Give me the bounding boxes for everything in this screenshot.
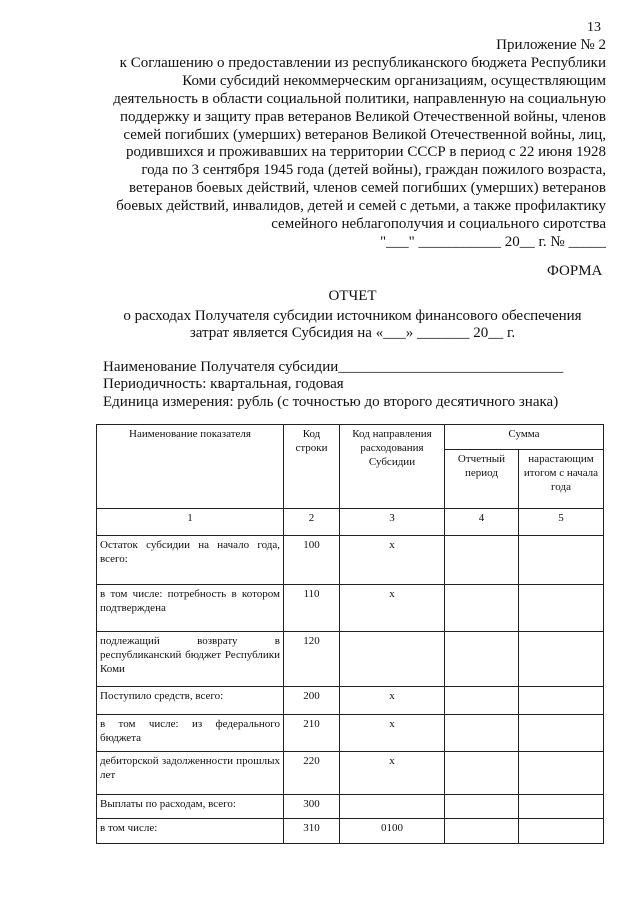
row-code: 310 — [284, 819, 340, 844]
appendix-line: года по 3 сентября 1945 года (детей войны), граждан пожилого возраста, — [141, 162, 606, 179]
appendix-line: семейного неблагополучия и социального сиротства — [271, 216, 606, 233]
row-cumulative-value — [519, 536, 604, 585]
row-period-value — [445, 752, 519, 795]
recipient-line: Наименование Получателя субсидии______________________________ — [103, 359, 564, 375]
table-header-row — [97, 425, 604, 450]
row-name: в том числе: потребность в котором подтверждена — [97, 585, 284, 632]
report-subtitle-line: о расходах Получателя субсидии источником финансового обеспечения — [123, 307, 582, 324]
appendix-line: Приложение № 2 — [496, 37, 606, 53]
row-direction: x — [340, 752, 445, 795]
table-row — [97, 715, 604, 752]
form-label: ФОРМА — [547, 263, 603, 279]
report-heading: ОТЧЕТ — [328, 288, 377, 304]
table-row — [97, 585, 604, 632]
row-code: 300 — [284, 795, 340, 819]
report-subtitle-line: затрат является Субсидия на «___» _______ 20__ г. — [189, 325, 516, 341]
row-direction: x — [340, 585, 445, 632]
column-number: 3 — [340, 509, 445, 536]
row-name: Остаток субсидии на начало года, всего: — [97, 536, 284, 585]
column-numbers-row — [97, 509, 604, 536]
row-cumulative-value — [519, 752, 604, 795]
column-number: 4 — [445, 509, 519, 536]
report-title — [100, 288, 605, 343]
appendix-line: боевых действий, инвалидов, детей и семей с детьми, а также профилактику — [116, 198, 606, 215]
row-period-value — [445, 715, 519, 752]
header-indicator: Наименование показателя — [97, 425, 284, 509]
row-name: Поступило средств, всего: — [97, 687, 284, 715]
table-row — [97, 795, 604, 819]
appendix-line: ветеранов боевых действий, членов семей погибших (умерших) ветеранов — [129, 180, 606, 197]
appendix-line: деятельность в области социальной политики, направленную на социальную — [113, 90, 606, 107]
table-row — [97, 819, 604, 844]
appendix-date-line: "___" ___________ 20__ г. № _____ — [379, 233, 606, 250]
row-direction: x — [340, 536, 445, 585]
row-cumulative-value — [519, 715, 604, 752]
table-row — [97, 632, 604, 687]
report-table — [96, 424, 604, 844]
appendix-line: к Соглашению о предоставлении из республиканского бюджета Республики — [119, 54, 606, 71]
row-cumulative-value — [519, 632, 604, 687]
report-info — [103, 359, 563, 411]
row-period-value — [445, 585, 519, 632]
periodicity-line: Периодичность: квартальная, годовая — [103, 376, 344, 393]
column-number: 2 — [284, 509, 340, 536]
row-code: 210 — [284, 715, 340, 752]
row-cumulative-value — [519, 795, 604, 819]
row-period-value — [445, 795, 519, 819]
row-code: 220 — [284, 752, 340, 795]
row-cumulative-value — [519, 687, 604, 715]
row-period-value — [445, 632, 519, 687]
row-direction: x — [340, 687, 445, 715]
row-direction: x — [340, 715, 445, 752]
row-direction — [340, 795, 445, 819]
row-code: 120 — [284, 632, 340, 687]
page-number: 13 — [587, 20, 601, 35]
appendix-line: семей погибших (умерших) ветеранов Великой Отечественной войны, лиц, — [123, 126, 606, 143]
row-name: подлежащий возврату в республиканский бюджет Республики Коми — [97, 632, 284, 687]
row-cumulative-value — [519, 819, 604, 844]
header-direction-code: Код направления расходования Субсидии — [340, 425, 445, 509]
appendix-line: Коми субсидий некоммерческим организациям, осуществляющим — [182, 72, 606, 89]
row-direction — [340, 632, 445, 687]
table-row — [97, 687, 604, 715]
row-cumulative-value — [519, 585, 604, 632]
column-number: 5 — [519, 509, 604, 536]
row-code: 110 — [284, 585, 340, 632]
row-name: в том числе: — [97, 819, 284, 844]
row-direction: 0100 — [340, 819, 445, 844]
row-name: дебиторской задолженности прошлых лет — [97, 752, 284, 795]
header-cumulative: нарастающим итогом с начала года — [519, 450, 604, 509]
header-reporting-period: Отчетный период — [445, 450, 519, 509]
row-period-value — [445, 687, 519, 715]
appendix-block — [46, 37, 606, 252]
table-row — [97, 752, 604, 795]
table-row — [97, 536, 604, 585]
row-name: Выплаты по расходам, всего: — [97, 795, 284, 819]
row-period-value — [445, 536, 519, 585]
appendix-line: родившихся и проживавших на территории СССР в период с 22 июня 1928 — [125, 144, 606, 161]
row-name: в том числе: из федерального бюджета — [97, 715, 284, 752]
row-code: 100 — [284, 536, 340, 585]
header-row-code: Код строки — [284, 425, 340, 509]
appendix-line: поддержку и защиту прав ветеранов Великой Отечественной войны, членов — [120, 108, 606, 125]
header-sum: Сумма — [445, 425, 604, 450]
row-period-value — [445, 819, 519, 844]
column-number: 1 — [97, 509, 284, 536]
unit-line: Единица измерения: рубль (с точностью до второго десятичного знака) — [103, 393, 559, 410]
row-code: 200 — [284, 687, 340, 715]
